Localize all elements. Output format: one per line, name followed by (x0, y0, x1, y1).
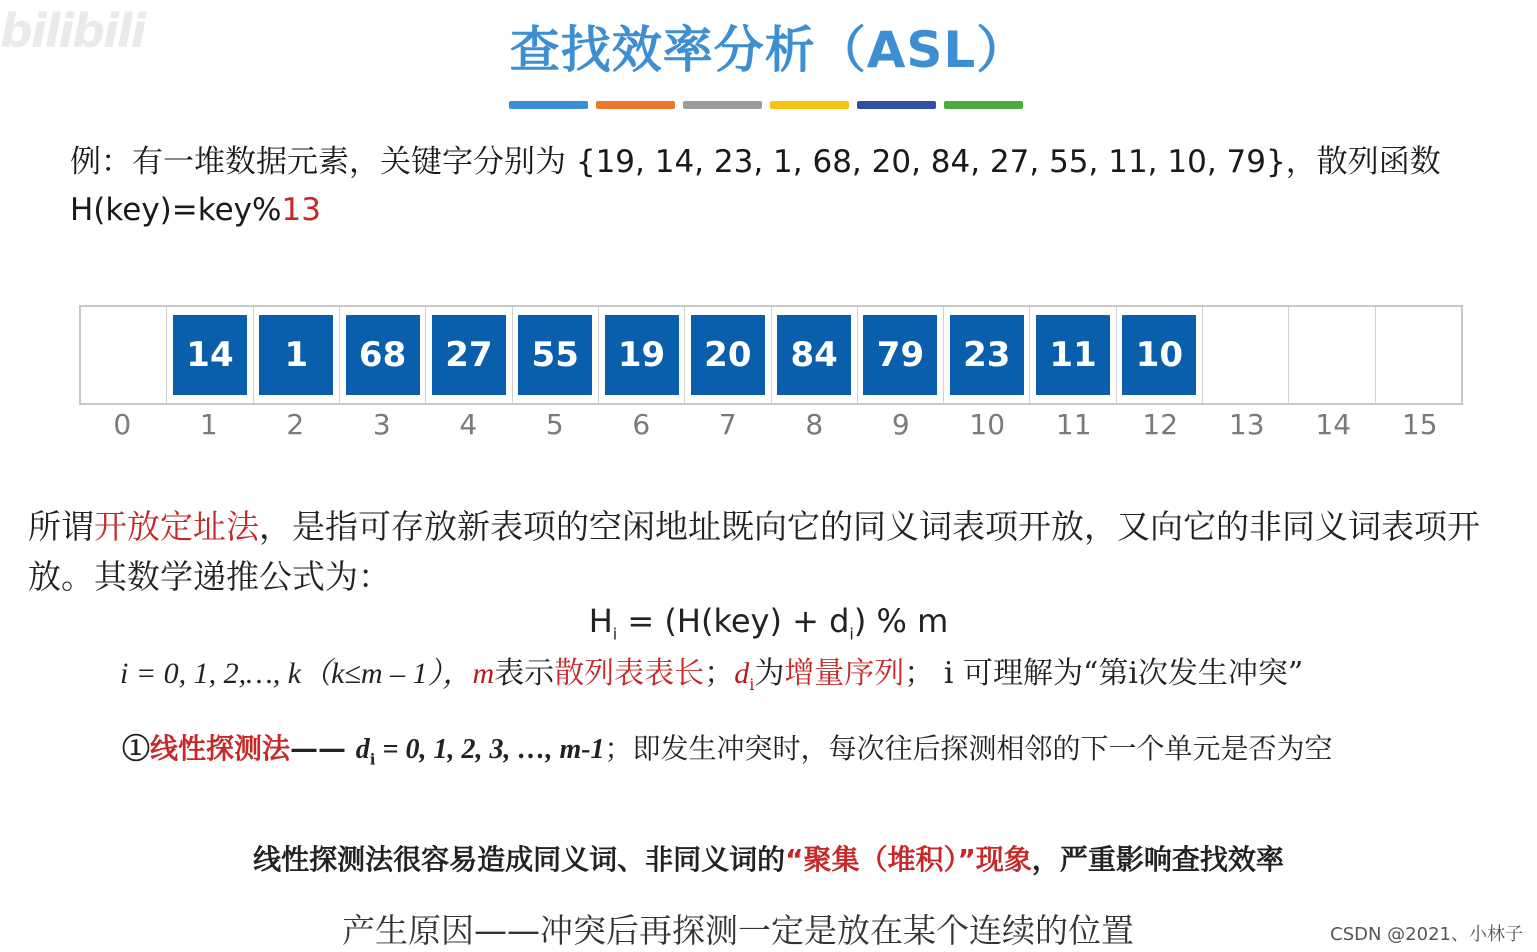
hash-slot (254, 307, 340, 403)
cause-text: 产生原因——冲突后再探测一定是放在某个连续的位置 (342, 911, 1134, 950)
page-title: 查找效率分析（ASL） (509, 21, 1028, 79)
definition-text: ，是指可存放新表项的空闲地址既向它的同义词表项开放，又向它的非同义词表项开放。其数学递推公式为： (28, 507, 1480, 596)
slot-index: 7 (718, 408, 737, 441)
slot-index: 9 (891, 408, 910, 441)
title-color-bar (509, 101, 1023, 109)
hash-table-indices (79, 408, 1463, 441)
slot-index: 11 (1055, 408, 1092, 441)
color-segment (944, 101, 1023, 109)
table-length-term: 散列表表长 (554, 656, 705, 691)
hash-slot (340, 307, 426, 403)
i-desc: i 可理解为“第i次发生冲突” (934, 656, 1304, 691)
example-keys: 例：有一堆数据元素，关键字分别为 {19, 14, 23, 1, 68, 20, 84, 27, 55, 11, 10, 79}，散列函数 (70, 144, 1441, 180)
separator: ； (904, 656, 935, 691)
linear-probing-line (122, 727, 1522, 769)
linear-probing-desc: ；即发生冲突时，每次往后探测相邻的下一个单元是否为空 (604, 732, 1333, 765)
slot-value: 27 (432, 315, 506, 395)
slot-value: 55 (518, 315, 592, 395)
hash-slot (513, 307, 599, 403)
dash: —— (290, 732, 356, 765)
clustering-note (0, 838, 1537, 878)
hash-slot (1289, 307, 1375, 403)
slot-index: 4 (459, 408, 478, 441)
hash-slot (685, 307, 771, 403)
index-range: i = 0, 1, 2,…, k（k≤m – 1）， (120, 657, 473, 690)
hash-slot (944, 307, 1030, 403)
hash-slot (1376, 307, 1461, 403)
hash-table (79, 305, 1463, 405)
slot-value: 79 (863, 315, 937, 395)
slot-index: 14 (1315, 408, 1352, 441)
item-number: ① (122, 732, 151, 765)
color-segment (857, 101, 936, 109)
cluster-text: 线性探测法很容易造成同义词、非同义词的 (253, 843, 786, 876)
slot-index: 8 (805, 408, 824, 441)
color-segment (770, 101, 849, 109)
slot-value: 19 (605, 315, 679, 395)
csdn-watermark: CSDN @2021、小林子 (1330, 924, 1523, 945)
slot-index: 2 (286, 408, 305, 441)
open-addressing-term: 开放定址法 (94, 507, 259, 546)
m-variable: m (472, 657, 495, 690)
open-addressing-definition (28, 502, 1528, 602)
m-desc: 表示 (494, 656, 555, 691)
slot-index: 12 (1142, 408, 1179, 441)
slot-value: 20 (691, 315, 765, 395)
d-variable: d (355, 734, 370, 765)
slot-value: 68 (346, 315, 420, 395)
color-segment (683, 101, 762, 109)
slot-value: 1 (259, 315, 333, 395)
formula-conditions (120, 648, 1520, 694)
slot-value: 14 (173, 315, 247, 395)
hash-function: H(key)=key% (70, 192, 282, 228)
slot-index: 3 (372, 408, 391, 441)
slot-value: 84 (777, 315, 851, 395)
hash-slot (1117, 307, 1203, 403)
slot-index: 13 (1228, 408, 1265, 441)
d-desc: 为 (754, 656, 785, 691)
formula-tail: ) % m (853, 602, 949, 640)
recurrence-formula (0, 602, 1537, 643)
hash-slot (81, 307, 167, 403)
definition-text: 所谓 (28, 507, 94, 546)
hash-slot (858, 307, 944, 403)
formula-sub: i (849, 624, 854, 644)
slot-index: 0 (113, 408, 132, 441)
increment-sequence-term: 增量序列 (784, 656, 905, 691)
slot-value: 23 (950, 315, 1024, 395)
bilibili-logo: bilibili (0, 4, 145, 58)
formula-h: H (588, 602, 613, 640)
hash-slot (772, 307, 858, 403)
hash-slot (1203, 307, 1289, 403)
slot-index: 15 (1401, 408, 1438, 441)
slot-index: 10 (969, 408, 1006, 441)
d-sub: i (369, 750, 376, 769)
formula-body: = (H(key) + d (617, 602, 850, 640)
cluster-text: ，严重影响查找效率 (1031, 843, 1284, 876)
formula-sub: i (612, 624, 618, 644)
slot-index: 6 (632, 408, 651, 441)
slot-value: 10 (1122, 315, 1196, 395)
increment-values: = 0, 1, 2, 3, …, m-1 (375, 734, 605, 765)
hash-slot (599, 307, 685, 403)
d-sub: i (749, 675, 755, 694)
hash-modulus: 13 (281, 192, 321, 228)
slot-index: 5 (545, 408, 564, 441)
hash-slot (167, 307, 253, 403)
linear-probing-term: 线性探测法 (150, 732, 291, 765)
color-segment (509, 101, 588, 109)
clustering-term: “聚集（堆积）”现象 (785, 843, 1032, 876)
hash-slot (426, 307, 512, 403)
d-variable: d (734, 657, 750, 690)
separator: ； (704, 656, 735, 691)
slot-index: 1 (199, 408, 218, 441)
example-text (70, 138, 1490, 234)
hash-slot (1030, 307, 1116, 403)
slot-value: 11 (1036, 315, 1110, 395)
color-segment (596, 101, 675, 109)
